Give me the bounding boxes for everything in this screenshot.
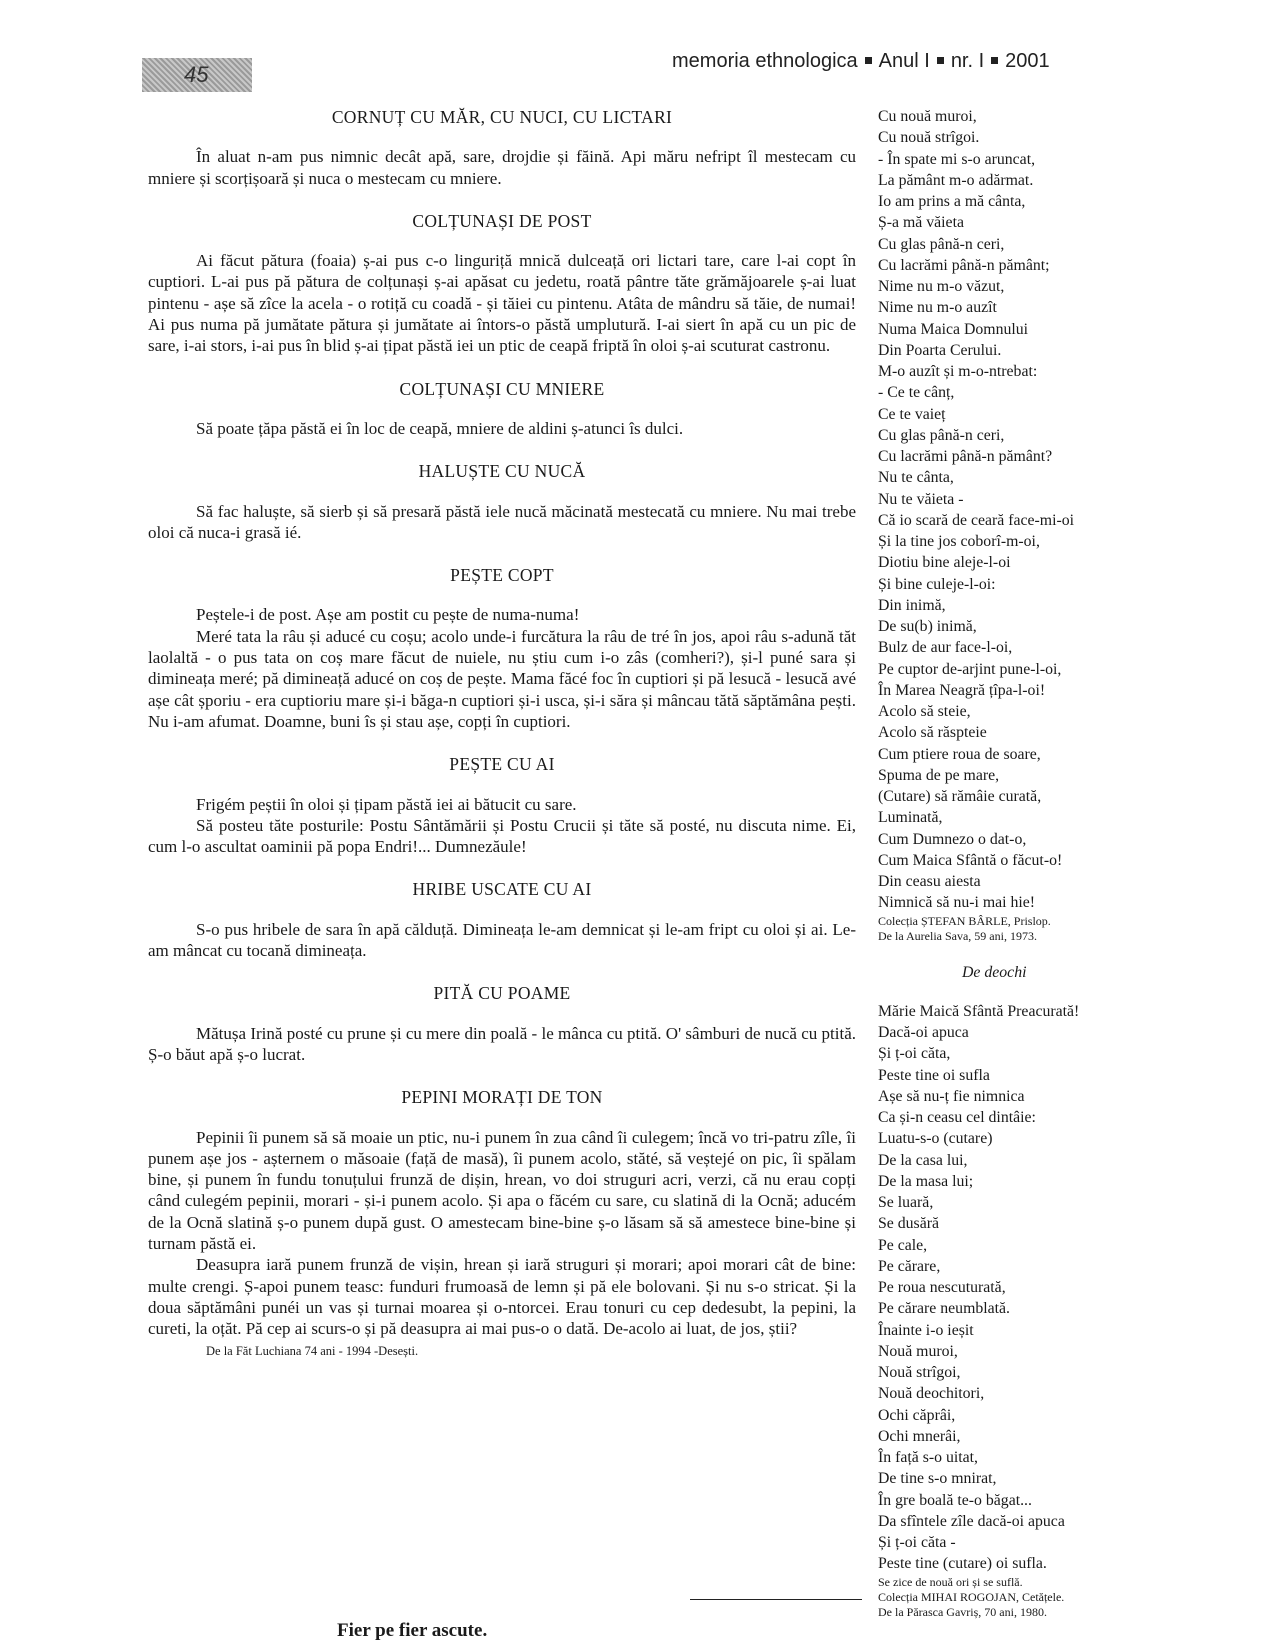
poem-line: Ș-a mă văieta (878, 214, 964, 232)
poem-line: Peste tine (cutare) oi sufla. (878, 1555, 1047, 1573)
recipes-column (148, 107, 856, 1385)
poem-line: Acolo să răspteie (878, 724, 987, 742)
recipe-paragraph: Meré tata la râu și aducé cu coșu; acolo unde-i furcătura la râu de tré în jos, apoi râu s-adună tăt laolaltă - o pus tata on coș mare făcut de nuiele, nu știu cum i-o zâs (comheri?), și-l puné sara și dimineața meré; pă dimineață aducé on coș de pește. Mama făcé foc în cuptiori și pă lesucă - lesucă avé așe cât șporiu - era cuptioriu mare și-i băga-n cuptiori și-i usca, și-i săra și mâncau tătă săptămâna pești. Nu i-am afumat. Doamne, buni îs și stau așe, copți în cuptiori. (148, 626, 856, 731)
poem-source-note: Se zice de nouă ori și se suflă. (878, 1574, 1023, 1589)
charms-column (878, 106, 1238, 1620)
poem-line: Pe roua nescuturată, (878, 1279, 1006, 1296)
recipe-paragraph: Pepinii îi punem să să moaie un ptic, nu-i punem în zua când îi culegem; încă vo tri-patru zîle, îi punem așe jos - așternem o măsoaie (față de masă), îi punem acolo, stăté, să veștejé on pic, îi spălam bine, și punem în fundu tonuțului frunză de dișin, hrean, vo doi struguri acri, verzi, că nu erau copți când culegém pepinii, morari - și-i punem acolo. Și apa o făcém cu sare, cu slatină di la Ocnă; aducém de la Ocnă slatină ș-o punem după gust. O amestecam bine-bine ș-o lăsam să să amestece bine-bine și turnam păstă ei. (148, 1127, 856, 1253)
poem-source-note: De la Aurelia Sava, 59 ani, 1973. (878, 928, 1037, 943)
poem-line: În Marea Neagră țîpa-l-oi! (878, 681, 1046, 699)
poem-line: Și la tine jos coborî-m-oi, (878, 533, 1040, 550)
recipe-title: PITĂ CU POAME (433, 983, 571, 1004)
poem-line: Cu lacrămi până-n pământ? (878, 448, 1053, 465)
poem-line: Bulz de aur face-l-oi, (878, 639, 1013, 657)
recipe-section (148, 983, 856, 1065)
poem-line: Nouă strîgoi, (878, 1364, 961, 1381)
poem-line: Spuma de pe mare, (878, 766, 1000, 784)
recipe-title: HRIBE USCATE CU AI (412, 879, 592, 900)
recipe-paragraph: Frigém peștii în oloi și țipam păstă iei ai bătucit cu sare. (196, 794, 577, 814)
recipe-section (148, 1087, 856, 1363)
poem-line: Io am prins a mă cânta, (878, 193, 1026, 210)
poem-line: Nu te cânta, (878, 469, 954, 487)
poem-line: Nu te văieta - (878, 490, 964, 508)
poem-line: Luminată, (878, 809, 943, 827)
poem-line: Cu nouă strîgoi. (878, 129, 980, 147)
poem-line: (Cutare) să rămâie curată, (878, 788, 1042, 805)
square-bullet-icon (865, 57, 872, 64)
poem-line: Nouă muroi, (878, 1342, 958, 1360)
recipe-title: HALUȘTE CU NUCĂ (418, 461, 586, 482)
poem-line: Diotiu bine aleje-l-oi (878, 554, 1011, 572)
square-bullet-icon (937, 57, 944, 64)
poem-line: Ochi mnerâi, (878, 1427, 961, 1445)
year-label: Anul I (878, 50, 930, 72)
poem-line: Ce te vaieț (878, 405, 946, 423)
recipe-title: PEȘTE CU AI (449, 754, 555, 775)
recipe-paragraph: Să fac haluște, să sierb și să presară păstă iele nucă măcinată mestecată cu mniere. Nu mai trebe oloi că nuca-i grasă ié. (148, 501, 856, 542)
recipe-section (148, 565, 856, 732)
poem-title: De deochi (962, 963, 1027, 981)
poem-source-note: De la Părasca Gavriș, 70 ani, 1980. (878, 1604, 1047, 1619)
journal-name: memoria ethnologica (672, 50, 858, 72)
recipe-section (148, 211, 856, 357)
poem-line: - Ce te cânț, (878, 384, 955, 402)
poem-line: De su(b) inimă, (878, 618, 977, 635)
recipe-title: COLȚUNAȘI DE POST (412, 210, 592, 231)
recipe-section (148, 461, 856, 543)
poem-line: Pe cuptor de-arjint pune-l-oi, (878, 660, 1062, 678)
poem-line: Pe cărare neumblată. (878, 1300, 1011, 1318)
poem-line: - În spate mi s-o aruncat, (878, 150, 1036, 168)
poem-line: Luatu-s-o (cutare) (878, 1130, 993, 1148)
recipe-paragraph: Deasupra iară punem frunză de vișin, hrean și iară struguri și morari; apoi morari cât de bine: multe crengi. Ș-apoi punem teasc: funduri frumoasă de lemn și pă ele bolovani. Și nu s-o stricat. Și la doua săptămâni punéi un vas și turnai moarea și o-ntorcei. Erau tonuri cu cep dedesubt, la pepini, la cureti, la oțăt. Pă cep ai scurs-o și pă deasupra ai mai pus-o o dată. De-acolo ai luat, de jos, știi? (148, 1255, 856, 1339)
poem-untitled (878, 106, 1238, 944)
poem-line: De tine s-o mnirat, (878, 1470, 997, 1488)
poem-line: Cum ptiere roua de soare, (878, 745, 1041, 763)
poem-line: Nime nu m-o văzut, (878, 278, 1005, 295)
poem-line: La pământ m-o adărmat. (878, 171, 1034, 189)
poem-line: Și ț-oi căta, (878, 1045, 951, 1063)
recipe-section (148, 107, 856, 189)
poem-line: Cu nouă muroi, (878, 108, 977, 125)
recipe-paragraph: Mătușa Irină posté cu prune și cu mere din poală - le mânca cu ptită. O' sâmburi de nucă cu ptită. Ș-o băut apă ș-o lucrat. (148, 1023, 856, 1064)
poem-line: Nime nu m-o auzît (878, 299, 997, 317)
poem-line: Da sfîntele zîle dacă-oi apuca (878, 1512, 1065, 1530)
poem-line: Cu glas până-n ceri, (878, 426, 1005, 444)
poem-line: De la masa lui; (878, 1172, 974, 1190)
recipe-paragraph: Peștele-i de post. Așe am postit cu pește de numa-numa! (196, 605, 580, 625)
poem-de-deochi (878, 1001, 1238, 1620)
next-article-title: Fier pe fier ascute. (337, 1620, 488, 1641)
recipe-title: PEPINI MORAȚI DE TON (401, 1087, 603, 1108)
poem-line: Nouă deochitori, (878, 1385, 985, 1403)
publication-year: 2001 (1005, 50, 1050, 72)
page-number: 45 (142, 58, 252, 92)
poem-line: Ca și-n ceasu cel dintâie: (878, 1109, 1036, 1126)
recipe-paragraph: Să posteu tăte posturile: Postu Sântămării și Postu Crucii și tăte să posté, nu discuta nime. Ei, cum l-o ascultat oaminii pă popa Endri!... Dumnezăule! (148, 815, 856, 857)
recipe-paragraph: Să poate țăpa păstă ei în loc de ceapă, mniere de aldini ș-atunci îs dulci. (196, 418, 684, 438)
recipe-paragraph: S-o pus hribele de sara în apă călduță. Dimineața le-am demnicat și le-am fript cu oloi și ai. Le-am mâncat cu tocană dimineața. (148, 919, 856, 961)
recipe-section (148, 879, 856, 961)
poem-source-note: Colecția ȘTEFAN BÂRLE, Prislop. (878, 913, 1051, 928)
poem-line: De la casa lui, (878, 1151, 968, 1169)
square-bullet-icon (991, 57, 998, 64)
recipe-paragraph: În aluat n-am pus nimnic decât apă, sare, drojdie și făină. Api măru nefript îl mestecam cu mniere și scorțișoară și nuca o mestecam cu mniere. (148, 147, 856, 188)
poem-line: Se luară, (878, 1194, 934, 1211)
recipe-title: PEȘTE COPT (450, 565, 554, 586)
poem-source-note: Colecția MIHAI ROGOJAN, Cetățele. (878, 1589, 1065, 1604)
poem-line: Și ț-oi căta - (878, 1534, 956, 1551)
poem-line: Se dusără (878, 1215, 939, 1233)
recipe-title: COLȚUNAȘI CU MNIERE (399, 378, 605, 399)
poem-line: Și bine culeje-l-oi: (878, 575, 996, 593)
poem-line: Cum Maica Sfântă o făcut-o! (878, 851, 1063, 869)
poem-line: Din inimă, (878, 596, 946, 614)
recipe-section (148, 754, 856, 857)
poem-line: Acolo să steie, (878, 703, 971, 720)
poem-line: Cu glas până-n ceri, (878, 235, 1005, 253)
poem-line: Din ceasu aiesta (878, 873, 981, 890)
issue-label: nr. I (950, 50, 985, 72)
poem-line: Ochi căprâi, (878, 1406, 956, 1424)
recipe-paragraph: Ai făcut pătura (foaia) ș-ai pus c-o linguriță mnică dulceață ori lictari tare, care l-ai copt în cuptiori. L-ai pus pă pătura de colțunași ș-ai apăsat cu jedetu, roată pântre tăte grămăjoarele ș-ai luat pintenu - așe să zîce la acela - o rotiță cu coadă - și tăiei cu pintenu. Atâta de mândru să tăie, de numai! Ai pus numa pă jumătate pătura și jumătate ai întors-o păstă umplutură. I-ai siert în apă cu un pic de sare, i-ai stors, i-ai pus în blid ș-ai țipat păstă iei un ptic de ceapă friptă în oloi ș-ai scuturat castronu. (148, 251, 856, 356)
poem-line: Numa Maica Domnului (878, 320, 1029, 338)
recipe-section (148, 379, 856, 440)
poem-line: Așe să nu-ț fie nimnica (878, 1087, 1025, 1105)
divider-line (690, 1599, 862, 1600)
poem-line: Nimnică să nu-i mai hie! (878, 894, 1036, 912)
poem-line: În față s-o uitat, (878, 1449, 979, 1466)
running-header (672, 50, 1232, 73)
poem-line: Cum Dumnezo o dat-o, (878, 830, 1027, 848)
poem-line: Peste tine oi sufla (878, 1066, 990, 1084)
poem-line: Că io scară de ceară face-mi-oi (878, 511, 1075, 529)
poem-line: Mărie Maică Sfântă Preacurată! (878, 1002, 1080, 1020)
poem-line: Din Poarta Cerului. (878, 341, 1002, 359)
poem-line: Pe cărare, (878, 1257, 941, 1275)
poem-line: M-o auzît și m-o-ntrebat: (878, 363, 1038, 380)
poem-line: Pe cale, (878, 1236, 928, 1254)
poem-line: Dacă-oi apuca (878, 1024, 969, 1041)
poem-line: În gre boală te-o băgat... (878, 1491, 1032, 1509)
poem-line: Înainte i-o ieșit (878, 1321, 974, 1339)
poem-line: Cu lacrămi până-n pământ; (878, 256, 1050, 274)
recipe-source: De la Făt Luchiana 74 ani - 1994 -Desești. (206, 1344, 419, 1359)
recipe-title: CORNUȚ CU MĂR, CU NUCI, CU LICTARI (331, 107, 673, 127)
